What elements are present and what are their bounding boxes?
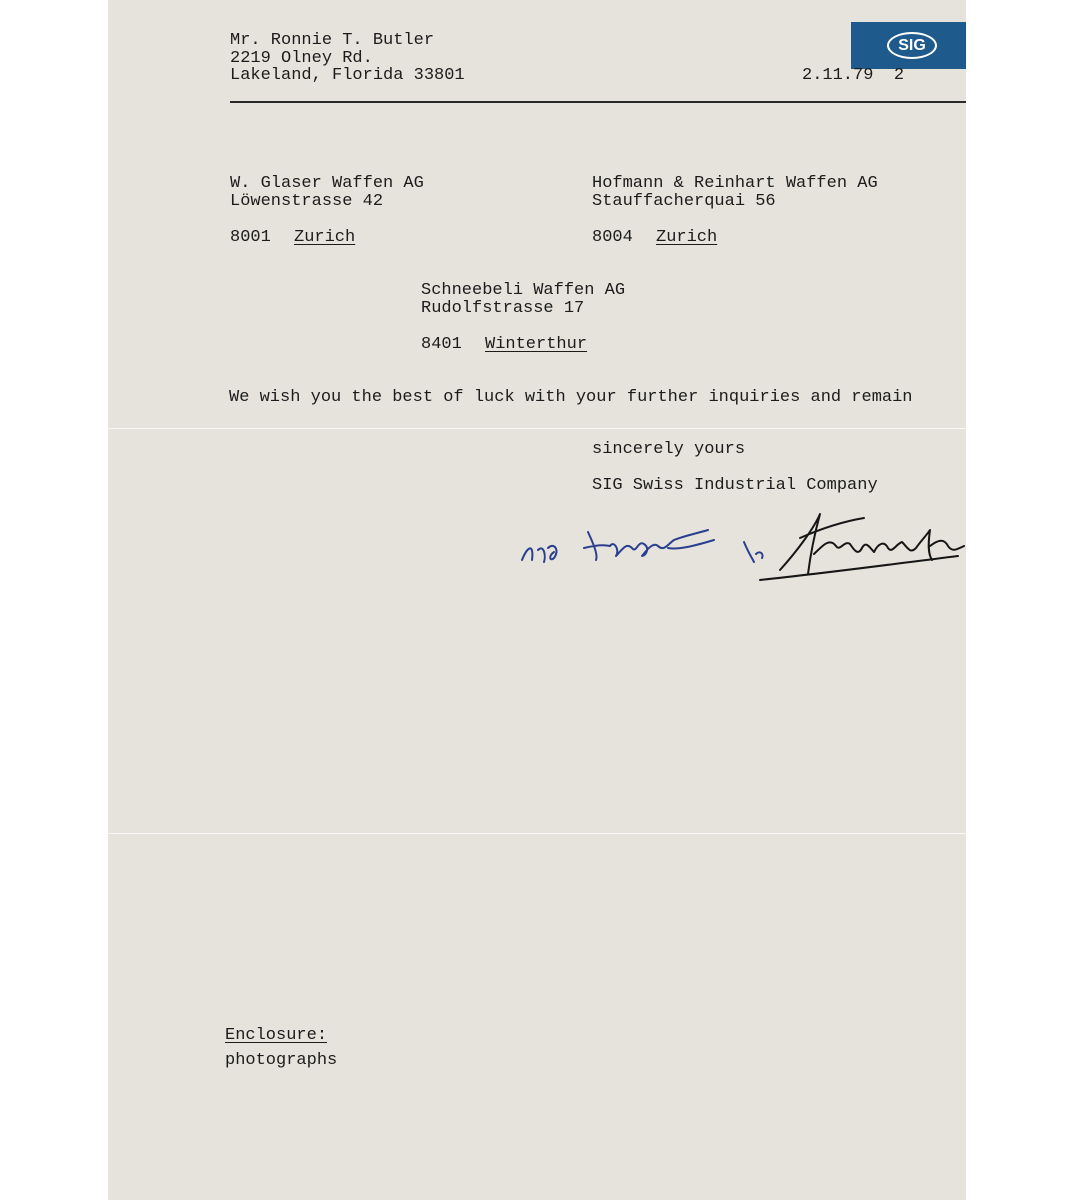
fold-line-lower [108,833,966,834]
enclosure-item: photographs [225,1051,338,1070]
address-center-city: Winterthur [485,335,588,354]
header-rule [230,101,966,103]
handwritten-signature [518,500,966,590]
recipient-name: Mr. Ronnie T. Butler [230,31,435,50]
address-left-name: W. Glaser Waffen AG [230,174,424,193]
address-center-name: Schneebeli Waffen AG [421,281,626,300]
address-right-street: Stauffacherquai 56 [592,192,776,211]
company-name: SIG Swiss Industrial Company [592,476,878,495]
sig-logo-text: SIG [887,32,937,59]
enclosure-heading: Enclosure: [225,1026,328,1045]
recipient-city: Lakeland, Florida 33801 [230,66,465,85]
fold-line-upper [108,428,966,429]
closing-sentence: We wish you the best of luck with your further inquiries and remain [229,388,913,407]
address-center-street: Rudolfstrasse 17 [421,299,585,318]
sig-logo [851,22,966,69]
address-right-city: Zurich [656,228,718,247]
address-left-zip: 8001 [230,228,271,247]
address-center-zip: 8401 [421,335,462,354]
address-right-name: Hofmann & Reinhart Waffen AG [592,174,878,193]
address-left-street: Löwenstrasse 42 [230,192,384,211]
date-page: 2.11.79 2 [802,66,905,85]
valediction: sincerely yours [592,440,746,459]
recipient-street: 2219 Olney Rd. [230,49,373,68]
address-right-zip: 8004 [592,228,633,247]
address-left-city: Zurich [294,228,356,247]
